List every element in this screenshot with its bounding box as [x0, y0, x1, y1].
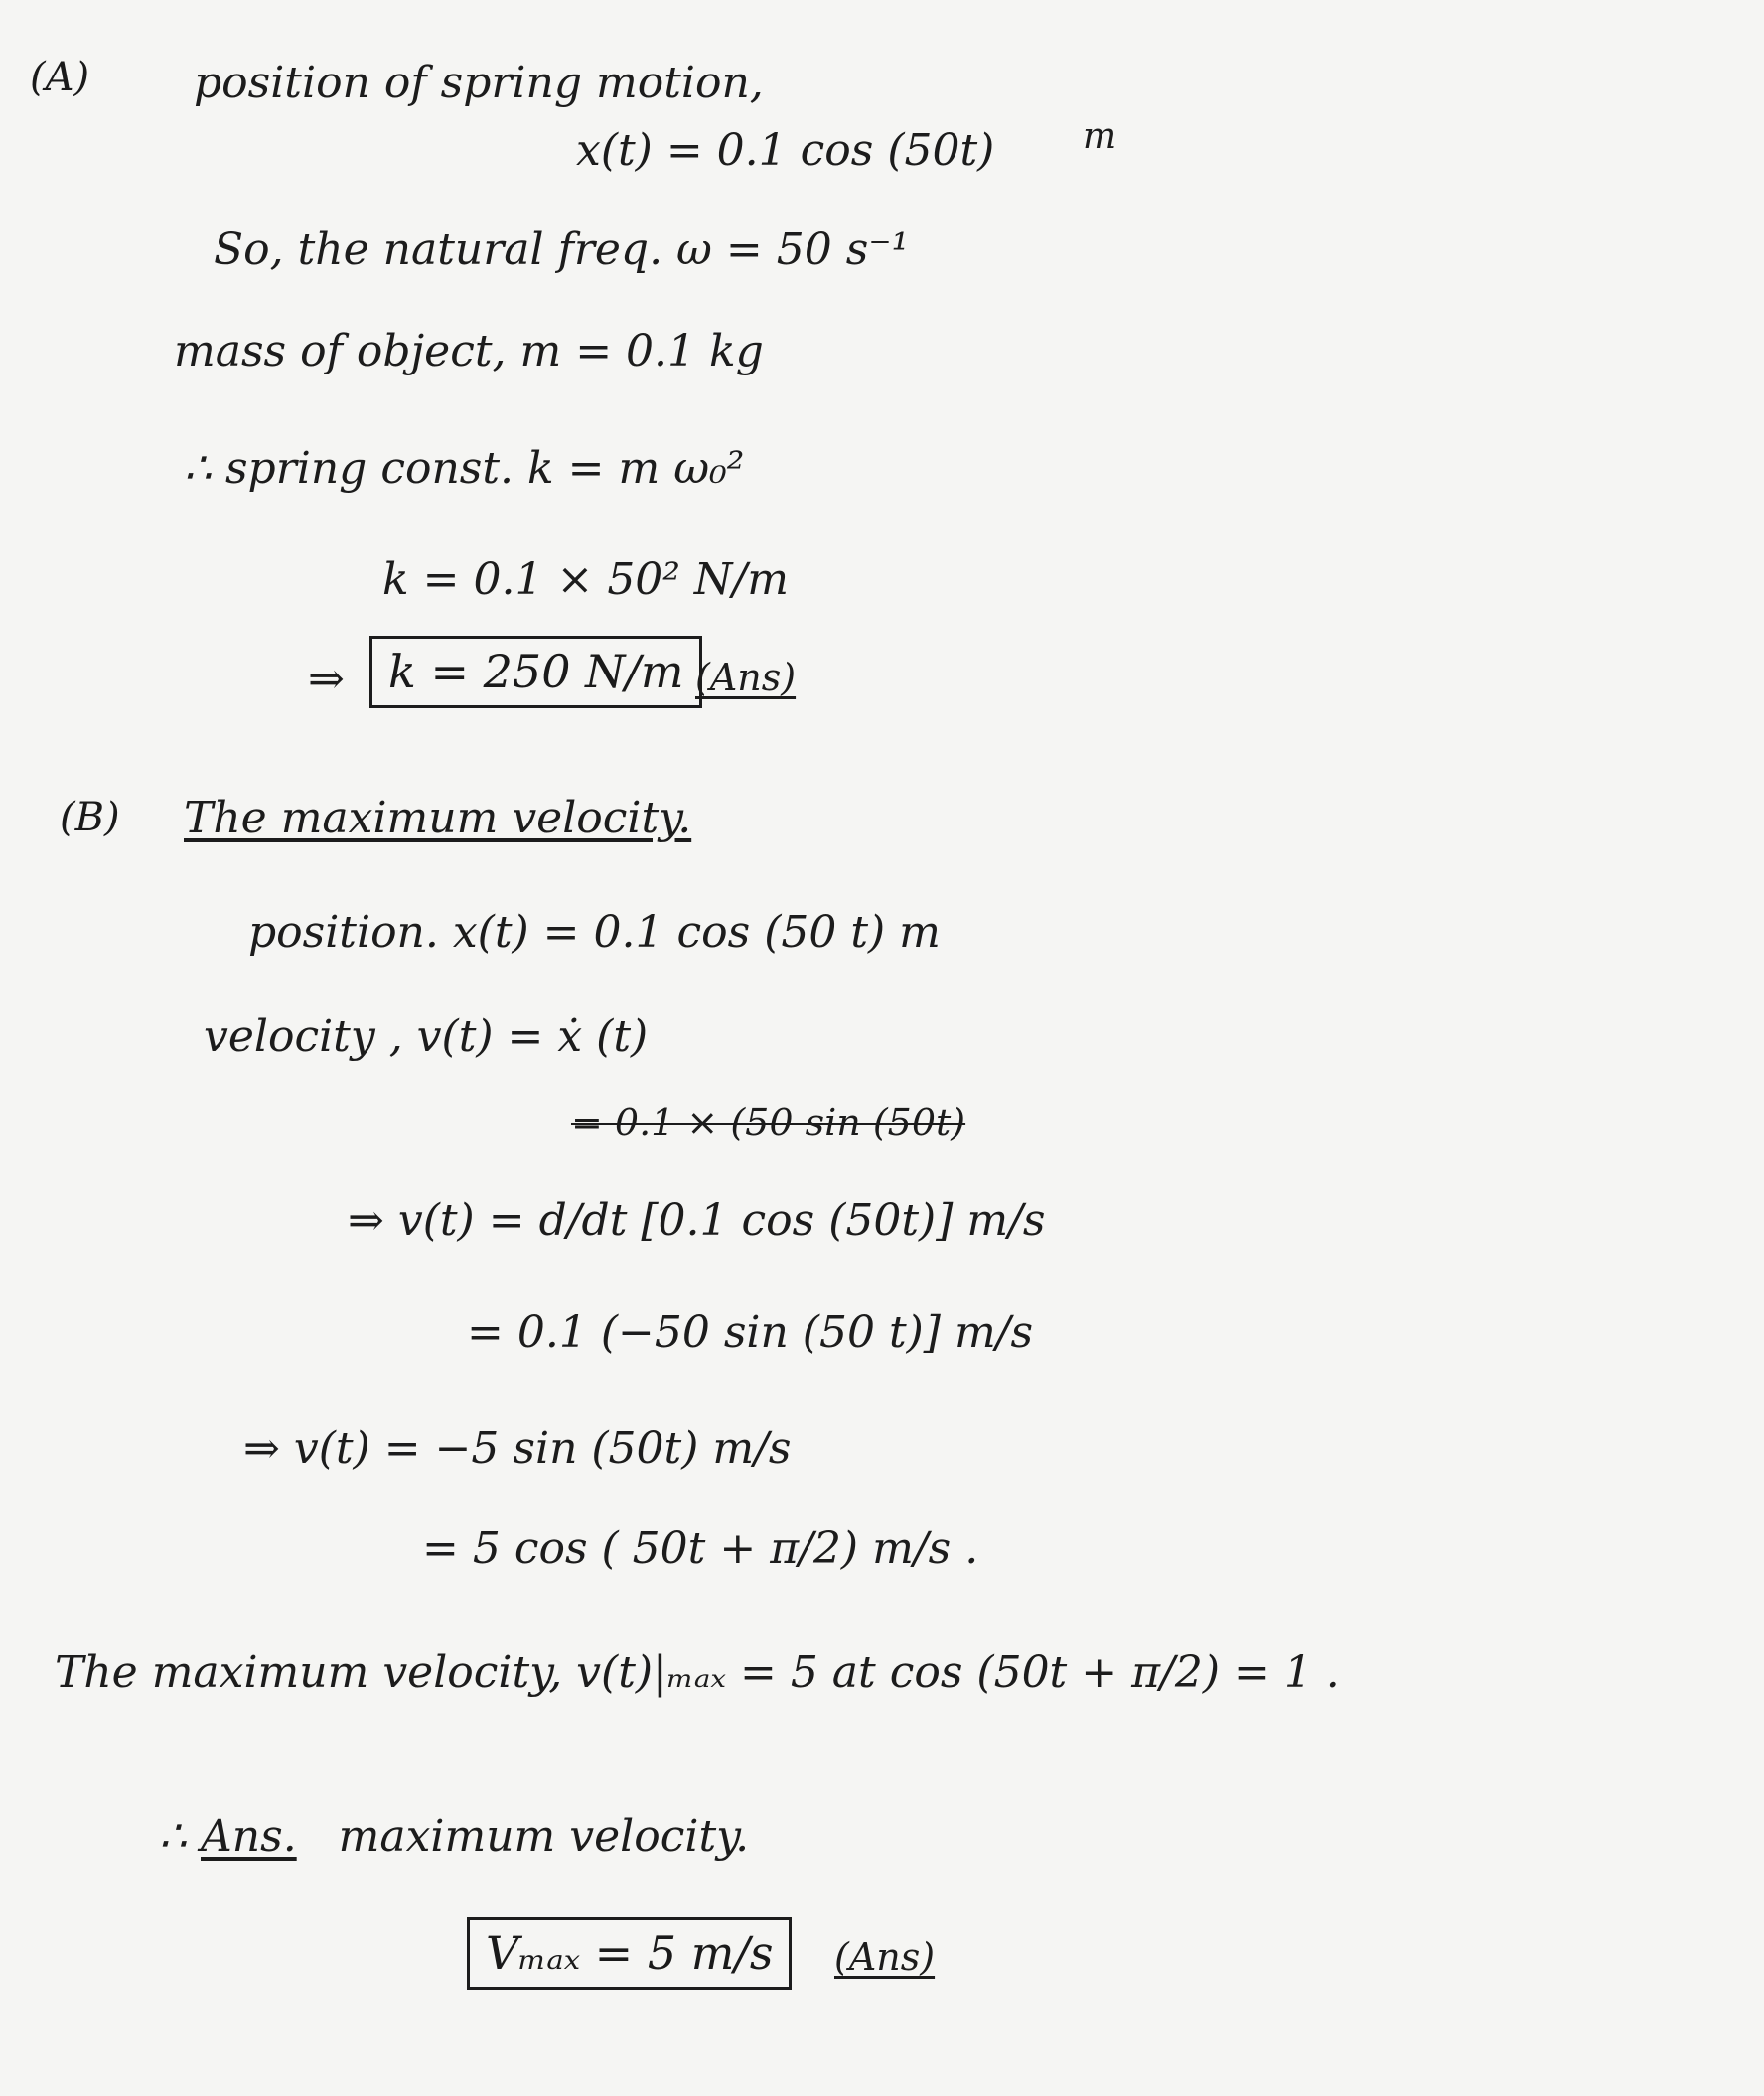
spring-constant-formula: ∴ spring const. k = m ω₀²	[184, 443, 745, 494]
conclusion-line: ∴ Ans. maximum velocity.	[159, 1811, 750, 1862]
maximum-velocity-statement: The maximum velocity, v(t)|ₘₐₓ = 5 at cos (50t + π/2) = 1 .	[55, 1647, 1340, 1698]
part-a-position-equation: x(t) = 0.1 cos (50t)	[576, 125, 995, 176]
velocity-sine-line: ⇒ v(t) = −5 sin (50t) m/s	[243, 1423, 792, 1474]
part-b-position-equation: position. x(t) = 0.1 cos (50 t) m	[248, 907, 941, 958]
part-a-heading: position of spring motion,	[194, 58, 764, 108]
velocity-cosine-line: = 5 cos ( 50t + π/2) m/s .	[422, 1523, 979, 1573]
part-b-label: (B)	[60, 795, 120, 840]
mass-line: mass of object, m = 0.1 kg	[174, 326, 764, 376]
part-a-position-unit: m	[1083, 116, 1117, 157]
vmax-answer-box: Vₘₐₓ = 5 m/s	[467, 1917, 792, 1990]
part-a-ans-tag: (Ans)	[695, 656, 797, 699]
implies-arrow: ⇒	[308, 654, 345, 704]
velocity-definition: velocity , v(t) = ẋ (t)	[204, 1011, 649, 1062]
natural-frequency-line: So, the natural freq. ω = 50 s⁻¹	[214, 225, 910, 275]
crossed-out-work: = 0.1 × (50 sin (50t)	[571, 1101, 966, 1144]
k-answer-box: k = 250 N/m	[369, 636, 702, 708]
spring-constant-calculation: k = 0.1 × 50² N/m	[382, 554, 789, 605]
part-b-heading: The maximum velocity.	[184, 793, 692, 843]
part-b-ans-tag: (Ans)	[834, 1935, 936, 1979]
expanded-derivative-line: = 0.1 (−50 sin (50 t)] m/s	[467, 1307, 1034, 1358]
part-a-label: (A)	[30, 55, 90, 100]
derivative-line: ⇒ v(t) = d/dt [0.1 cos (50t)] m/s	[348, 1195, 1046, 1246]
